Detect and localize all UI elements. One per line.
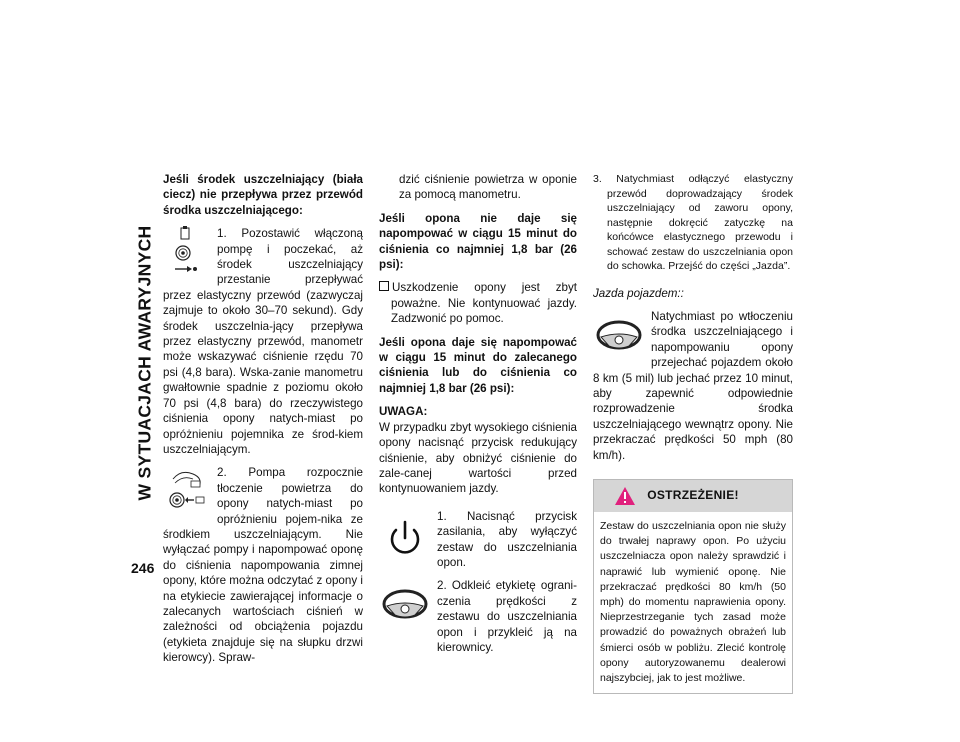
note-title: UWAGA: xyxy=(379,405,428,419)
col1-step-2: 2. Pompa rozpocznie tłoczenie powietrza do opony natych-miast po opróżnieniu pojem-nika ze środkiem uszczelniającym. Nie wyłączać pompy i napompować oponę do ciśnienia napompowania zimnej opony, które można odczytać z opony i na etykiecie zawierającej informacje o zalecanych wartościach ciśnień w zależności od obciążenia pojazdu (etykieta znajduje się na słupku drzwi kierowcy). Spraw- xyxy=(163,466,363,665)
drive-title: Jazda pojazdem:: xyxy=(593,286,684,300)
gauge-arrow-icon xyxy=(163,465,211,515)
warning-box xyxy=(593,479,793,694)
warning-triangle-icon xyxy=(614,486,636,506)
column-2 xyxy=(379,172,577,663)
note-text: W przypadku zbyt wysokiego ciśnienia opony nacisnąć przycisk redukujący ciśnienie, aby obniżyć ciśnienie do zale-canej wartości przed kontynuowaniem jazdy. xyxy=(379,420,577,496)
not-inflating-heading: Jeśli opona nie daje się napompować w ciągu 15 minut do ciśnienia co najmniej 1,8 bar (26 psi): xyxy=(379,211,577,272)
bullet-item xyxy=(379,280,577,326)
col2-continuation: dzić ciśnienie powietrza w oponie za pomocą manometru. xyxy=(399,173,577,202)
power-button-icon xyxy=(379,513,431,561)
col2-step-1: 1. Nacisnąć przycisk zasilania, aby wyłączyć zestaw do uszczelniania opon. xyxy=(437,509,577,569)
col3-step-3: 3. Natychmiast odłączyć elastyczny przewód doprowadzający środek uszczelniający od zaworu opony, następnie dokręcić zatyczkę na końcówce elastycznego przewodu i schować zestaw do uszczelniania opon do schowka. Przejść do części „Jazda”. xyxy=(593,173,793,272)
column-1 xyxy=(163,172,363,674)
pump-gauge-arrow-icon xyxy=(163,226,211,276)
warning-header xyxy=(594,480,792,512)
drive-text: Natychmiast po wtłoczeniu środka uszczelniającego i napompowaniu opony przejechać pojazdem około 8 km (5 mil) lub jechać przez 10 minut, aby zapewnić odpowiednie rozprowadzenie środka uszczelniającego wewnątrz opony. Nie przekraczać prędkości 50 mph (80 km/h). xyxy=(593,309,793,462)
warning-title: OSTRZEŻENIE! xyxy=(647,488,739,503)
steering-wheel-icon xyxy=(379,582,431,630)
page-number: 246 xyxy=(131,560,155,576)
bullet-text: Uszkodzenie opony jest zbyt poważne. Nie kontynuować jazdy. Zadzwonić po pomoc. xyxy=(391,281,577,326)
inflating-heading: Jeśli opona daje się napompować w ciągu 15 minut do zalecanego ciśnienia lub do ciśnienia co najmniej 1,8 bar (26 psi): xyxy=(379,335,577,395)
side-tab-label: W SYTUACJACH AWARYJNYCH xyxy=(134,225,155,501)
warning-text: Zestaw do uszczelniania opon nie służy do trwałej naprawy opon. Po użyciu uszczelniacza opon należy sprawdzić i naprawić lub wymienić oponę. Nie przekraczać prędkości 80 km/h (50 mph) do momentu naprawienia opony. Nieprzestrzeganie tych zasad może prowadzić do poważnych obrażeń lub śmierci osób w pobliżu. Zlecić kontrolę opony autoryzowanemu dealerowi najszybciej, jak to jest możliwe. xyxy=(600,519,786,684)
col2-step-2: 2. Odkleić etykietę ograni-czenia prędkości z zestawu do uszczelniania opon i przykleić ją na kierownicy. xyxy=(437,579,577,654)
col1-step-1: 1. Pozostawić włączoną pompę i poczekać, aż środek uszczelniający przestanie przepływać przez elastyczny przewód (zazwyczaj zajmuje to około 30–70 sekund). Gdy środek uszczelnia-jący przepływa przez elastyczny przewód, manometr może wskazywać ciśnienie rzędu 70 psi (4,8 bara). Wska-zanie manometru gwałtownie spadnie z poziomu około 70 psi (4,8 bara) do rzeczywistego ciśnienia opony natych-miast po opróżnieniu pojemnika ze środ-kiem uszczelniającym. xyxy=(163,227,363,456)
side-tab xyxy=(131,170,159,556)
checkbox-bullet-icon xyxy=(379,281,389,291)
column-3 xyxy=(593,172,793,694)
sealant-not-flowing-heading: Jeśli środek uszczelniający (biała ciecz) nie przepływa przez przewód środka uszczelniającego: xyxy=(163,173,363,217)
steering-wheel-icon xyxy=(593,313,645,361)
